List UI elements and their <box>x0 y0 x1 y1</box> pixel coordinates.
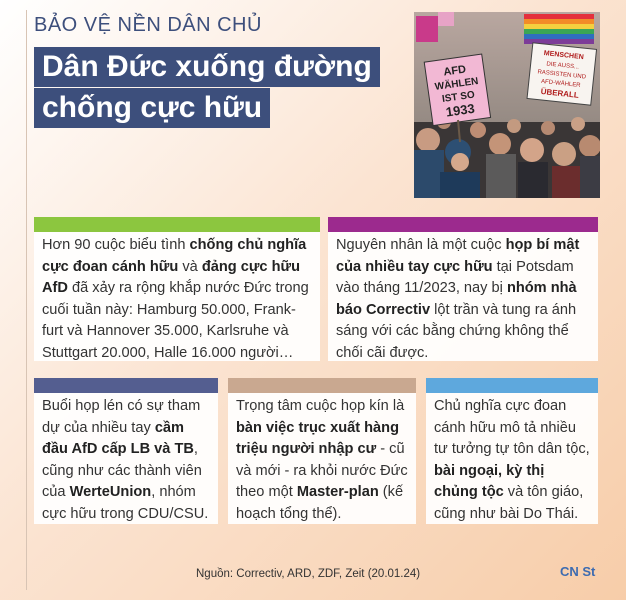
card-text-run: - cũ và mới - ra khỏi nước Đức theo một <box>236 441 408 500</box>
card-text <box>236 396 408 525</box>
sign-menschen-line-1: MENSCHEN <box>543 50 585 62</box>
author-credit: CN St <box>560 564 596 579</box>
card-text-run: Chủ nghĩa cực đoan cánh hữu mô tả nhiều tư tưởng tự tôn dân tộc, <box>434 398 590 457</box>
info-card-definition <box>426 378 598 524</box>
info-card-cause <box>328 217 598 361</box>
protest-photo <box>414 12 600 198</box>
card-color-bar <box>228 378 416 393</box>
card-color-bar <box>328 217 598 232</box>
card-text-run: , nhóm cực hữu trong CDU/CSU. <box>42 484 209 522</box>
card-text-emphasis: WerteUnion <box>69 484 152 500</box>
source-note: Nguồn: Correctiv, ARD, ZDF, Zeit (20.01.24) <box>196 568 421 580</box>
card-text-run: Hơn 90 cuộc biểu tình <box>42 237 190 253</box>
card-text-run: , cũng như các thành viên của <box>42 441 202 500</box>
sign-afd-line-2: WÄHLEN <box>434 75 480 93</box>
title-line-1: Dân Đức xuống đường <box>34 47 380 87</box>
card-text <box>42 396 210 525</box>
sign-menschen-line-4: AFD-WÄHLER <box>540 78 581 89</box>
rainbow-flag <box>524 14 594 44</box>
sign-afd-line-1: AFD <box>442 63 467 79</box>
info-card-agenda <box>228 378 416 524</box>
crowd <box>414 115 600 198</box>
card-text-emphasis: chống chủ nghĩa cực đoan cánh hữu <box>42 237 307 275</box>
card-text-run: đã xảy ra rộng khắp nước Đức trong cuối tuần này: Hamburg 50.000, Frank-furt và Hannover 35.000, Karlsruhe và Stuttgart 20.000, Halle 16.000 người… <box>42 280 309 361</box>
card-text-emphasis: cầm đầu AfD cấp LB và TB <box>42 419 194 457</box>
sign-menschen-line-3: RASSISTEN UND <box>537 69 587 81</box>
card-text-run: Trọng tâm cuộc họp kín là <box>236 398 405 414</box>
card-text-run: Nguyên nhân là một cuộc <box>336 237 506 253</box>
card-text-run: và <box>178 258 202 275</box>
card-color-bar <box>426 378 598 393</box>
info-card-attendees <box>34 378 218 524</box>
card-color-bar <box>34 217 320 232</box>
kicker-heading: BẢO VỆ NỀN DÂN CHỦ <box>34 14 262 36</box>
sign-afd-line-3: IST SO <box>441 89 476 105</box>
card-text-emphasis: đảng cực hữu AfD <box>42 258 300 296</box>
protest-photo-illustration <box>414 12 600 198</box>
card-color-bar <box>34 378 218 393</box>
card-text-emphasis: bài ngoại, kỳ thị chủng tộc <box>434 462 545 500</box>
card-text-emphasis: họp bí mật của nhiều tay cực hữu <box>336 237 580 275</box>
protest-sign-menschen <box>527 43 597 105</box>
card-text <box>42 235 312 364</box>
card-text-run: Buổi họp lén có sự tham dự của nhiều tay <box>42 398 201 436</box>
protest-sign-afd <box>424 54 490 125</box>
card-text-emphasis: Master-plan <box>296 484 379 500</box>
sign-menschen-line-2: DIE AUSS... <box>546 61 580 71</box>
sign-menschen-line-5: ÜBERALL <box>540 86 580 100</box>
title-line-2: chống cực hữu <box>34 88 270 128</box>
card-text-emphasis: bàn việc trục xuất hàng triệu người nhập cư <box>236 419 400 457</box>
card-text-run: tại Potsdam vào tháng 11/2023, nay bị <box>336 258 574 296</box>
sign-afd-line-4: 1933 <box>444 100 476 120</box>
card-text-run: lột trần và tung ra ánh sáng với các bằng chứng không thể chối cãi được. <box>336 301 577 361</box>
info-card-protests <box>34 217 320 361</box>
card-text-emphasis: nhóm nhà báo Correctiv <box>336 280 577 318</box>
card-text-run: (kế hoạch tổng thể). <box>236 484 404 522</box>
card-text-run: và tôn giáo, cũng như bài Do Thái. <box>434 484 584 522</box>
card-text <box>336 235 590 364</box>
card-text <box>434 396 590 525</box>
